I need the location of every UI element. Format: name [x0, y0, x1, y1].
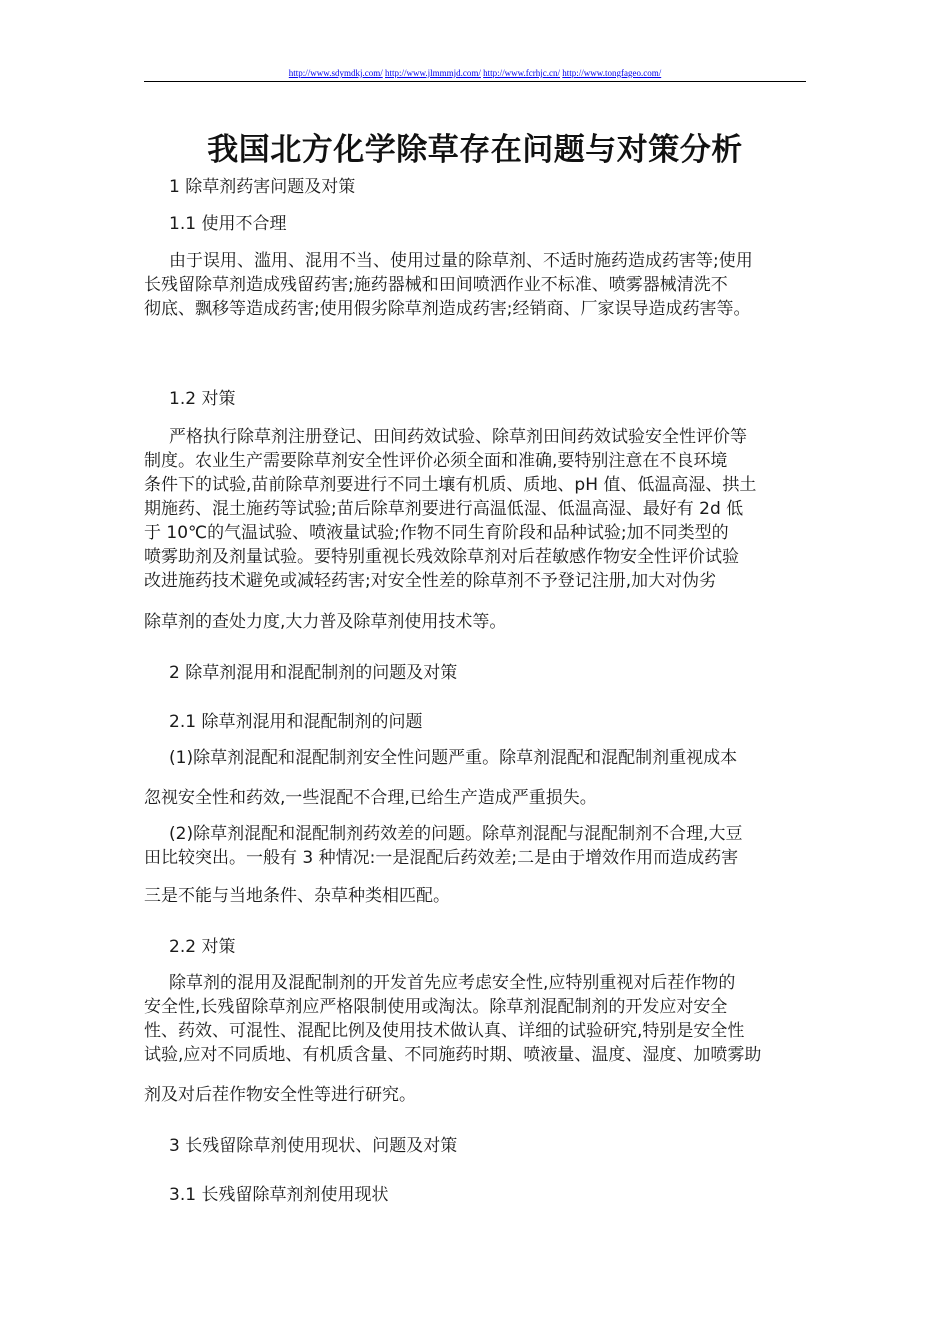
- document-title: 我国北方化学除草存在问题与对策分析: [207, 132, 743, 168]
- paragraph-line: 严格执行除草剂注册登记、田间药效试验、除草剂田间药效试验安全性评价等: [169, 427, 747, 447]
- paragraph-line: 安全性,长残留除草剂应严格限制使用或淘汰。除草剂混配制剂的开发应对安全: [144, 997, 728, 1017]
- paragraph-line: 由于误用、滥用、混用不当、使用过量的除草剂、不适时施药造成药害等;使用: [169, 251, 753, 271]
- paragraph-line: (2)除草剂混配和混配制剂药效差的问题。除草剂混配与混配制剂不合理,大豆: [169, 824, 743, 844]
- paragraph-line: 改进施药技术避免或减轻药害;对安全性差的除草剂不予登记注册,加大对伪劣: [144, 571, 717, 591]
- heading-section-2-2: 2.2 对策: [169, 937, 236, 957]
- paragraph-3-tail: 忽视安全性和药效,一些混配不合理,已给生产造成严重损失。: [144, 788, 597, 808]
- heading-section-3: 3 长残留除草剂使用现状、问题及对策: [169, 1136, 458, 1156]
- paragraph-line: 喷雾助剂及剂量试验。要特别重视长残效除草剂对后茬敏感作物安全性评价试验: [144, 547, 739, 567]
- paragraph-line: 制度。农业生产需要除草剂安全性评价必须全面和准确,要特别注意在不良环境: [144, 451, 728, 471]
- heading-section-1-2: 1.2 对策: [169, 389, 236, 409]
- paragraph-line: 长残留除草剂造成残留药害;施药器械和田间喷洒作业不标准、喷雾器械清洗不: [144, 275, 728, 295]
- paragraph-5-tail: 剂及对后茬作物安全性等进行研究。: [144, 1085, 416, 1105]
- paragraph-1: [144, 249, 806, 321]
- paragraph-line: 于 10℃的气温试验、喷液量试验;作物不同生育阶段和品种试验;加不同类型的: [144, 523, 729, 543]
- paragraph-line: 彻底、飘移等造成药害;使用假劣除草剂造成药害;经销商、厂家误导造成药害等。: [144, 299, 751, 319]
- paragraph-3: (1)除草剂混配和混配制剂安全性问题严重。除草剂混配和混配制剂重视成本: [169, 748, 738, 768]
- header-link-1[interactable]: http://www.sdymdkj.com/: [288, 68, 383, 78]
- page-header: [144, 67, 806, 79]
- paragraph-line: 田比较突出。一般有 3 种情况:一是混配后药效差;二是由于增效作用而造成药害: [144, 848, 739, 868]
- heading-section-2: 2 除草剂混用和混配制剂的问题及对策: [169, 663, 458, 683]
- paragraph-5: [144, 971, 806, 1067]
- paragraph-line: 条件下的试验,苗前除草剂要进行不同土壤有机质、质地、pH 值、低温高湿、拱土: [144, 475, 757, 495]
- header-link-3[interactable]: http://www.fcrhjc.cn/: [483, 68, 561, 78]
- header-divider: [144, 81, 806, 82]
- header-link-4[interactable]: http://www.tongfageo.com/: [562, 68, 662, 78]
- header-link-2[interactable]: http://www.jlmmmjd.com/: [384, 68, 481, 78]
- heading-section-2-1: 2.1 除草剂混用和混配制剂的问题: [169, 712, 423, 732]
- paragraph-4: [144, 822, 806, 870]
- paragraph-line: 性、药效、可混性、混配比例及使用技术做认真、详细的试验研究,特别是安全性: [144, 1021, 745, 1041]
- heading-section-1-1: 1.1 使用不合理: [169, 214, 287, 234]
- heading-section-1: 1 除草剂药害问题及对策: [169, 177, 356, 197]
- paragraph-line: 除草剂的混用及混配制剂的开发首先应考虑安全性,应特别重视对后茬作物的: [169, 973, 736, 993]
- paragraph-2-tail: 除草剂的查处力度,大力普及除草剂使用技术等。: [144, 612, 507, 632]
- paragraph-line: 试验,应对不同质地、有机质含量、不同施药时期、喷液量、温度、湿度、加喷雾助: [144, 1045, 762, 1065]
- paragraph-line: 期施药、混土施药等试验;苗后除草剂要进行高温低湿、低温高湿、最好有 2d 低: [144, 499, 744, 519]
- heading-section-3-1: 3.1 长残留除草剂剂使用现状: [169, 1185, 389, 1205]
- paragraph-2: [144, 425, 806, 593]
- paragraph-4-tail: 三是不能与当地条件、杂草种类相匹配。: [144, 886, 450, 906]
